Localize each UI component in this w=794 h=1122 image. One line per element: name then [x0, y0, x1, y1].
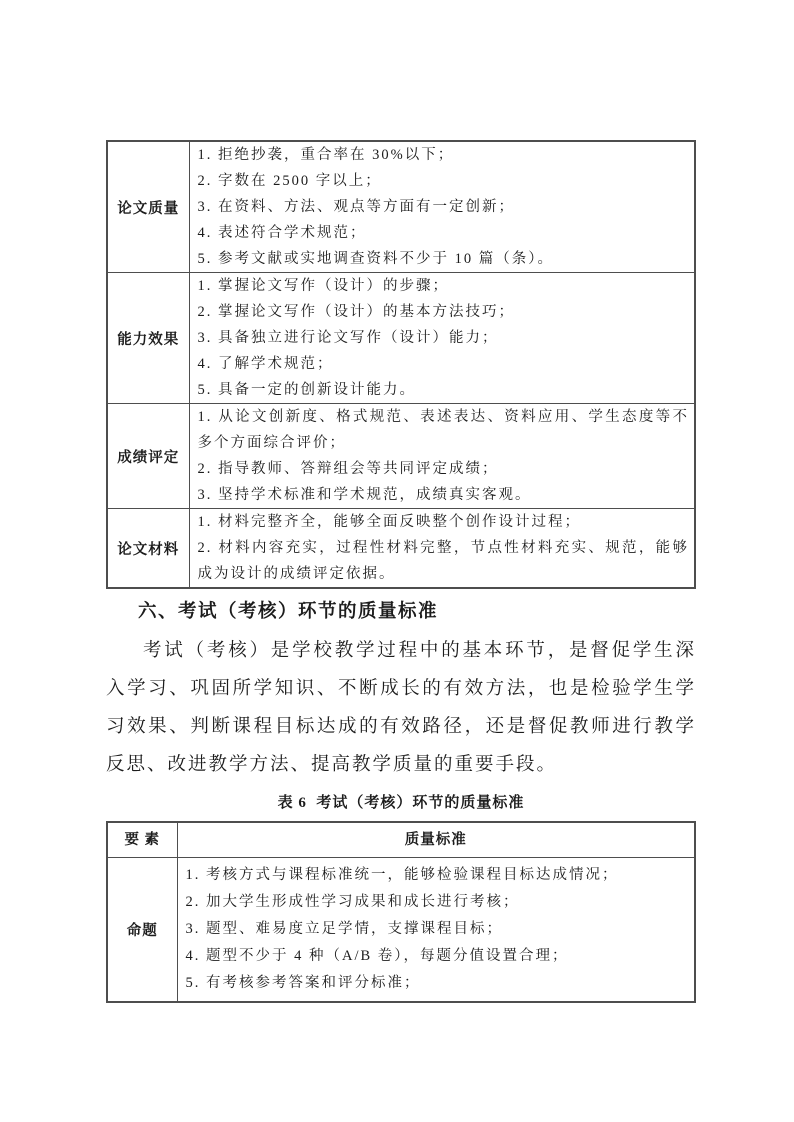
criteria-cell: [189, 273, 695, 404]
section-heading: 六、考试（考核）环节的质量标准: [138, 602, 439, 622]
table-row: [107, 141, 695, 273]
criteria-item: 4. 题型不少于 4 种（A/B 卷），每题分值设置合理；: [185, 948, 569, 964]
row-label-thesis-materials: 论文材料: [107, 509, 189, 589]
criteria-item: 3. 在资料、方法、观点等方面有一定创新；: [197, 199, 515, 215]
table-header-row: [107, 822, 695, 858]
criteria-item: 2. 掌握论文写作（设计）的基本方法技巧；: [197, 304, 515, 320]
criteria-cell: [189, 141, 695, 273]
header-quality-standard: 质量标准: [177, 822, 695, 858]
criteria-item: 2. 加大学生形成性学习成果和成长进行考核；: [185, 894, 520, 910]
table-row: [107, 404, 695, 509]
criteria-item: 2. 字数在 2500 字以上；: [197, 173, 382, 189]
thesis-quality-table: [106, 140, 696, 589]
row-label-thesis-quality: 论文质量: [107, 141, 189, 273]
criteria-item: 5. 参考文献或实地调查资料不少于 10 篇（条）。: [197, 251, 554, 267]
criteria-item: 1. 考核方式与课程标准统一，能够检验课程目标达成情况；: [185, 867, 619, 883]
header-element: 要 素: [107, 822, 177, 858]
criteria-item: 3. 题型、难易度立足学情，支撑课程目标；: [185, 921, 503, 937]
table-caption: 表 6 考试（考核）环节的质量标准: [277, 795, 525, 811]
table-row: [107, 858, 695, 1003]
criteria-item: 5. 有考核参考答案和评分标准；: [185, 975, 421, 991]
criteria-item: 3. 坚持学术标准和学术规范，成绩真实客观。: [197, 487, 532, 503]
criteria-item: 4. 了解学术规范；: [197, 356, 334, 372]
criteria-item: 1. 掌握论文写作（设计）的步骤；: [197, 278, 449, 294]
criteria-item: 1. 从论文创新度、格式规范、表述表达、资料应用、学生态度等不多个方面综合评价；: [197, 409, 689, 451]
table-row: [107, 509, 695, 589]
criteria-item: 1. 拒绝抄袭，重合率在 30%以下；: [197, 147, 455, 163]
criteria-item: 4. 表述符合学术规范；: [197, 225, 367, 241]
criteria-cell: [189, 509, 695, 589]
criteria-cell: [189, 404, 695, 509]
table-row: [107, 273, 695, 404]
exam-quality-table: [106, 821, 696, 1003]
row-label-grade-evaluation: 成绩评定: [107, 404, 189, 509]
row-label-ability-effect: 能力效果: [107, 273, 189, 404]
criteria-item: 5. 具备一定的创新设计能力。: [197, 382, 416, 398]
row-label-question-setting: 命题: [107, 858, 177, 1003]
criteria-item: 1. 材料完整齐全，能够全面反映整个创作设计过程；: [197, 514, 581, 530]
criteria-cell: [177, 858, 695, 1003]
criteria-item: 2. 指导教师、答辩组会等共同评定成绩；: [197, 461, 499, 477]
criteria-item: 3. 具备独立进行论文写作（设计）能力；: [197, 330, 499, 346]
criteria-item: 2. 材料内容充实，过程性材料完整，节点性材料充实、规范，能够成为设计的成绩评定依据。: [197, 540, 689, 582]
section-paragraph: 考试（考核）是学校教学过程中的基本环节，是督促学生深入学习、巩固所学知识、不断成长的有效方法，也是检验学生学习效果、判断课程目标达成的有效路径，还是督促教师进行教学反思、改进教学方法、提高教学质量的重要手段。: [106, 641, 696, 775]
